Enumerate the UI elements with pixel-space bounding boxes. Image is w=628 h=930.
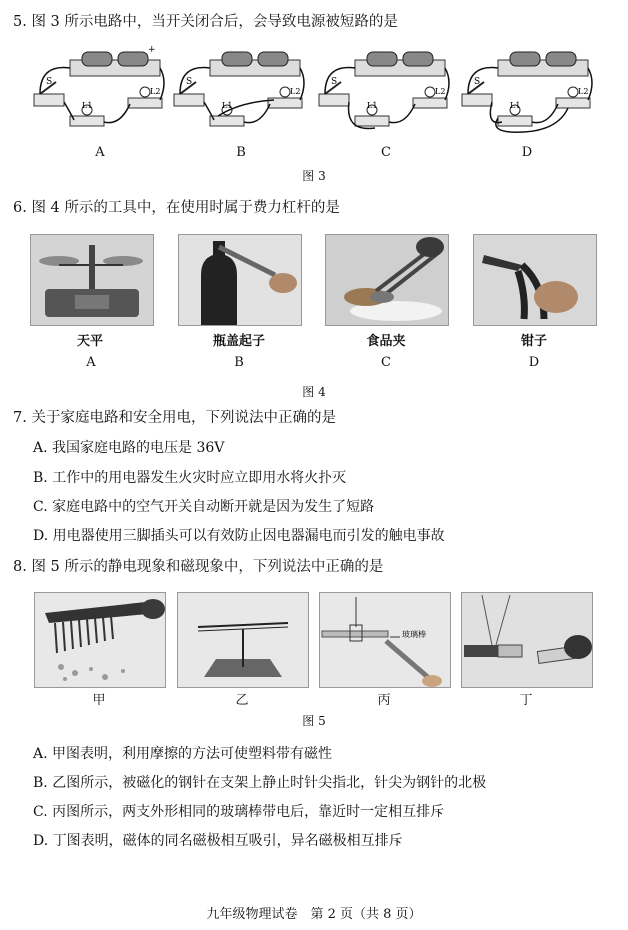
q7-option-c: C. 家庭电路中的空气开关自动断开就是因为发生了短路 bbox=[33, 499, 375, 515]
comb-photo bbox=[34, 592, 166, 688]
image-label-yi: 乙 bbox=[235, 693, 249, 708]
circuit-d bbox=[458, 42, 598, 134]
needle-stand-photo bbox=[177, 592, 309, 688]
q8-option-a: A. 甲图表明，利用摩擦的方法可使塑料带有磁性 bbox=[33, 746, 333, 762]
balance-photo bbox=[30, 234, 154, 326]
pliers-photo bbox=[473, 234, 597, 326]
lamp1-label: L1 bbox=[222, 101, 233, 110]
item-letter-d: D bbox=[528, 355, 540, 370]
image-label-ding: 丁 bbox=[519, 693, 533, 708]
figure-4-caption: 图 4 bbox=[302, 385, 326, 399]
figure-5-caption: 图 5 bbox=[302, 714, 326, 728]
item-label-balance: 天平 bbox=[76, 334, 103, 349]
switch-label: S bbox=[46, 77, 53, 87]
lamp2-label: L2 bbox=[578, 87, 589, 96]
glass-rod-annotation: 玻璃棒 bbox=[402, 630, 426, 639]
q7-option-a: A. 我国家庭电路的电压是 36V bbox=[33, 440, 225, 456]
item-letter-c: C bbox=[381, 355, 391, 370]
glass-rods-photo bbox=[319, 592, 451, 688]
option-letter-a: A bbox=[95, 145, 105, 160]
circuit-b bbox=[170, 42, 310, 134]
item-letter-b: B bbox=[234, 355, 244, 370]
lamp1-label: L1 bbox=[510, 101, 521, 110]
circuit-a bbox=[30, 42, 170, 134]
q7-stem: 7. 关于家庭电路和安全用电，下列说法中正确的是 bbox=[13, 410, 336, 426]
image-label-bing: 丙 bbox=[377, 693, 391, 708]
lamp2-label: L2 bbox=[435, 87, 446, 96]
item-label-bottle-opener: 瓶盖起子 bbox=[212, 334, 265, 349]
food-tongs-photo bbox=[325, 234, 449, 326]
item-letter-a: A bbox=[86, 355, 96, 370]
q8-option-d: D. 丁图表明，磁体的同名磁极相互吸引，异名磁极相互排斥 bbox=[33, 833, 403, 849]
option-letter-d: D bbox=[521, 145, 533, 160]
q8-option-c: C. 丙图所示，两支外形相同的玻璃棒带电后，靠近时一定相互排斥 bbox=[33, 804, 445, 820]
q8-stem: 8. 图 5 所示的静电现象和磁现象中，下列说法中正确的是 bbox=[13, 559, 384, 575]
q7-option-b: B. 工作中的用电器发生火灾时应立即用水将火扑灭 bbox=[33, 470, 347, 486]
q7-option-d: D. 用电器使用三脚插头可以有效防止因电器漏电而引发的触电事故 bbox=[33, 528, 445, 544]
switch-label: S bbox=[186, 77, 193, 87]
figure-3-caption: 图 3 bbox=[302, 169, 326, 183]
q8-option-b: B. 乙图所示，被磁化的钢针在支架上静止时针尖指北，针尖为钢针的北极 bbox=[33, 775, 487, 791]
lamp1-label: L1 bbox=[367, 101, 378, 110]
image-label-jia: 甲 bbox=[92, 693, 106, 708]
switch-label: S bbox=[331, 77, 338, 87]
q5-stem: 5. 图 3 所示电路中，当开关闭合后，会导致电源被短路的是 bbox=[13, 14, 398, 30]
page-footer: 九年级物理试卷 第 2 页（共 8 页） bbox=[206, 907, 422, 922]
option-letter-b: B bbox=[236, 145, 246, 160]
item-label-pliers: 钳子 bbox=[520, 334, 547, 349]
q6-stem: 6. 图 4 所示的工具中，在使用时属于费力杠杆的是 bbox=[13, 200, 340, 216]
lamp2-label: L2 bbox=[150, 87, 161, 96]
item-label-food-tongs: 食品夹 bbox=[366, 334, 406, 349]
circuit-c bbox=[315, 42, 455, 134]
bottle-opener-photo bbox=[178, 234, 302, 326]
svg-text:+: + bbox=[148, 45, 156, 55]
switch-label: S bbox=[474, 77, 481, 87]
lamp2-label: L2 bbox=[290, 87, 301, 96]
option-letter-c: C bbox=[381, 145, 391, 160]
magnets-photo bbox=[461, 592, 593, 688]
lamp1-label: L1 bbox=[82, 101, 93, 110]
